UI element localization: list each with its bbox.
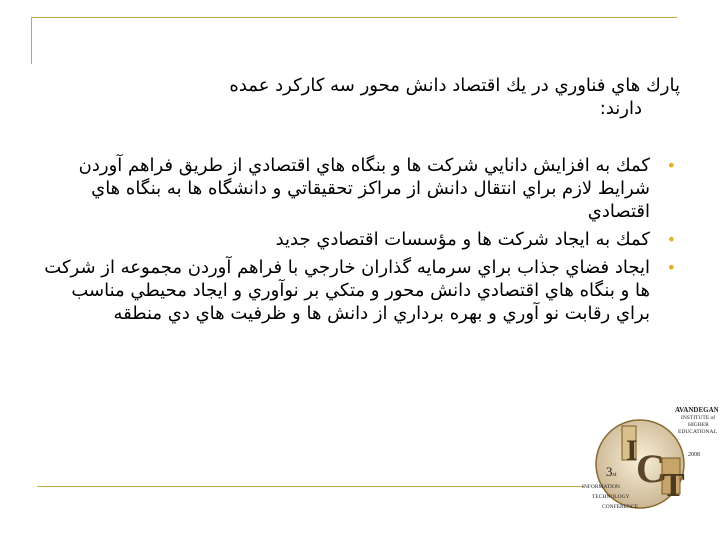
bullet-dot-icon: • xyxy=(666,156,676,175)
slide-content xyxy=(40,74,680,330)
svg-text:I: I xyxy=(626,434,638,467)
logo-conf-line2: TECHNOLOGY xyxy=(592,494,630,500)
frame-left-line xyxy=(31,17,32,64)
logo-conf-line1: INFORMATION xyxy=(582,484,620,490)
logo-org-line2: INSTITUTE of xyxy=(681,415,716,421)
logo-org-line3: HIGHER xyxy=(688,422,709,428)
frame-bottom-line xyxy=(37,486,584,487)
bullet-item xyxy=(40,256,680,325)
bullet-text: كمك به افزايش دانايي شركت ها و بنگاه هاي اقتصادي از طريق فراهم آوردن شرايط لازم براي انتقال دانش از مراكز تحقيقاتي و دانشگاه ها به بنگاه هاي اقتصادي xyxy=(78,155,650,222)
frame-top-line xyxy=(31,17,677,18)
svg-text:T: T xyxy=(662,467,685,504)
logo-year: 2008 xyxy=(688,452,700,458)
svg-text:C: C xyxy=(636,446,665,491)
logo-org-name: AVANDEGAN xyxy=(675,406,719,414)
bullet-list xyxy=(40,154,680,325)
intro-line-2: دارند: xyxy=(599,98,642,119)
logo-conf-line3: CONFERENCE xyxy=(602,504,639,510)
bullet-text: كمك به ايجاد شركت ها و مؤسسات اقتصادي جديد xyxy=(275,229,650,250)
bullet-text: ايجاد فضاي جذاب براي سرمايه گذاران خارجي با فراهم آوردن مجموعه از شركت ها و بنگاه هاي اقتصادي دانش محور و متكي بر نوآوري و ايجاد محيطي مناسب براي رقابت نو آوري و بهره برداري از دانش ها و ظرفيت هاي دي منطقه xyxy=(44,257,650,324)
intro-line-1: پارك هاي فناوري در يك اقتصاد دانش محور سه كاركرد عمده xyxy=(229,75,680,96)
conference-logo xyxy=(578,404,719,524)
logo-org-line4: EDUCATIONAL xyxy=(678,429,717,435)
logo-ordinal: 3st xyxy=(606,464,617,479)
bullet-dot-icon: • xyxy=(666,258,676,277)
bullet-dot-icon: • xyxy=(666,230,676,249)
intro-paragraph xyxy=(40,74,680,120)
bullet-item xyxy=(40,228,680,251)
bullet-item xyxy=(40,154,680,223)
